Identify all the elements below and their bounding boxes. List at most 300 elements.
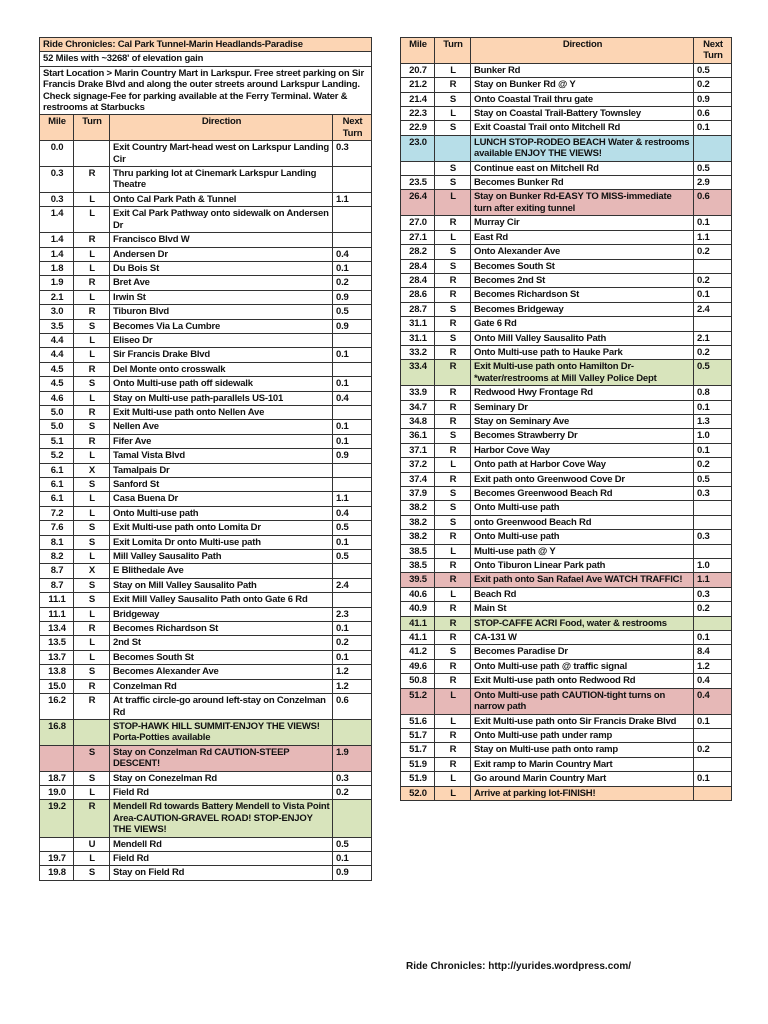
- turn-cell: R: [74, 622, 110, 636]
- cue-row: [401, 288, 732, 302]
- direction-cell: Fifer Ave: [110, 434, 333, 448]
- direction-header: Direction: [110, 115, 333, 141]
- mile-cell: 4.6: [40, 391, 74, 405]
- mile-cell: 33.2: [401, 345, 435, 359]
- turn-cell: R: [74, 679, 110, 693]
- next-turn-cell: 0.4: [333, 247, 372, 261]
- cue-row: [401, 645, 732, 659]
- direction-cell: Go around Marin Country Mart: [471, 772, 694, 786]
- cue-row: [40, 785, 372, 799]
- direction-cell: Becomes Bridgeway: [471, 302, 694, 316]
- mile-cell: 39.5: [401, 573, 435, 587]
- cue-row: [40, 800, 372, 837]
- turn-cell: R: [435, 273, 471, 287]
- next-turn-cell: 0.1: [333, 535, 372, 549]
- next-turn-header: Next Turn: [694, 38, 732, 64]
- cue-row: [40, 607, 372, 621]
- direction-cell: Exit ramp to Marin Country Mart: [471, 757, 694, 771]
- direction-cell: Stay on Multi-use path-parallels US-101: [110, 391, 333, 405]
- direction-cell: Casa Buena Dr: [110, 492, 333, 506]
- direction-cell: Onto Multi-use path to Hauke Park: [471, 345, 694, 359]
- direction-cell: Onto Tiburon Linear Park path: [471, 559, 694, 573]
- turn-cell: R: [435, 573, 471, 587]
- turn-cell: R: [74, 800, 110, 837]
- next-turn-cell: [333, 564, 372, 578]
- direction-cell: Becomes Greenwood Beach Rd: [471, 487, 694, 501]
- direction-cell: Beach Rd: [471, 587, 694, 601]
- direction-cell: Onto path at Harbor Cove Way: [471, 458, 694, 472]
- cue-row: [40, 719, 372, 745]
- cue-row: [40, 449, 372, 463]
- mile-cell: 2.1: [40, 290, 74, 304]
- mile-cell: 36.1: [401, 429, 435, 443]
- mile-cell: 4.5: [40, 377, 74, 391]
- cue-row: [40, 506, 372, 520]
- next-turn-cell: [694, 515, 732, 529]
- cue-row: [401, 176, 732, 190]
- cue-row: [401, 714, 732, 728]
- direction-cell: Exit Multi-use path onto Nellen Ave: [110, 405, 333, 419]
- turn-cell: R: [74, 434, 110, 448]
- cue-row: [40, 405, 372, 419]
- next-turn-cell: [694, 501, 732, 515]
- turn-cell: L: [435, 714, 471, 728]
- next-turn-cell: 0.9: [333, 449, 372, 463]
- mile-cell: 38.5: [401, 544, 435, 558]
- mile-cell: 40.6: [401, 587, 435, 601]
- mile-cell: 37.2: [401, 458, 435, 472]
- turn-cell: L: [435, 688, 471, 714]
- mile-cell: 1.4: [40, 233, 74, 247]
- next-turn-cell: 8.4: [694, 645, 732, 659]
- cue-row: [40, 290, 372, 304]
- cue-row: [401, 161, 732, 175]
- mile-cell: 22.9: [401, 121, 435, 135]
- mile-cell: 13.7: [40, 650, 74, 664]
- mile-cell: 22.3: [401, 107, 435, 121]
- next-turn-cell: [333, 333, 372, 347]
- next-turn-cell: 0.5: [333, 305, 372, 319]
- direction-cell: Tamalpais Dr: [110, 463, 333, 477]
- turn-cell: L: [74, 247, 110, 261]
- next-turn-cell: 2.9: [694, 176, 732, 190]
- direction-cell: E Blithedale Ave: [110, 564, 333, 578]
- turn-cell: S: [435, 92, 471, 106]
- next-turn-cell: 0.2: [694, 602, 732, 616]
- direction-cell: Onto Coastal Trail thru gate: [471, 92, 694, 106]
- turn-cell: L: [74, 348, 110, 362]
- cue-row: [401, 78, 732, 92]
- next-turn-cell: 1.0: [694, 559, 732, 573]
- next-turn-cell: 0.8: [694, 386, 732, 400]
- cue-row: [40, 492, 372, 506]
- direction-cell: Seminary Dr: [471, 400, 694, 414]
- mile-cell: 41.1: [401, 616, 435, 630]
- mile-cell: 38.2: [401, 501, 435, 515]
- turn-cell: [74, 141, 110, 167]
- mile-cell: 4.4: [40, 333, 74, 347]
- next-turn-cell: 0.3: [694, 587, 732, 601]
- mile-cell: 28.6: [401, 288, 435, 302]
- direction-cell: Del Monte onto crosswalk: [110, 362, 333, 376]
- direction-header: Direction: [471, 38, 694, 64]
- next-turn-cell: 0.1: [333, 434, 372, 448]
- mile-cell: 19.0: [40, 785, 74, 799]
- next-turn-cell: 0.5: [694, 63, 732, 77]
- cue-row: [40, 276, 372, 290]
- next-turn-cell: 1.1: [694, 573, 732, 587]
- mile-cell: 19.7: [40, 851, 74, 865]
- next-turn-cell: 0.3: [694, 487, 732, 501]
- cue-sheet-left: [39, 37, 371, 881]
- mile-cell: 1.4: [40, 207, 74, 233]
- turn-cell: L: [435, 587, 471, 601]
- mile-cell: 28.4: [401, 273, 435, 287]
- turn-cell: R: [435, 559, 471, 573]
- cue-row: [40, 141, 372, 167]
- direction-cell: Stay on Conzelman Rd CAUTION-STEEP DESCENT!: [110, 745, 333, 771]
- turn-cell: S: [435, 259, 471, 273]
- mile-cell: 3.0: [40, 305, 74, 319]
- direction-cell: Bridgeway: [110, 607, 333, 621]
- cue-row: [40, 578, 372, 592]
- cue-row: [40, 550, 372, 564]
- cue-row: [40, 478, 372, 492]
- direction-cell: Exit path onto San Rafael Ave WATCH TRAFFIC!: [471, 573, 694, 587]
- direction-cell: Tiburon Blvd: [110, 305, 333, 319]
- next-turn-cell: 0.1: [333, 261, 372, 275]
- cue-row: [40, 866, 372, 880]
- mile-cell: 26.4: [401, 190, 435, 216]
- next-turn-cell: 1.3: [694, 414, 732, 428]
- cue-row: [401, 345, 732, 359]
- cue-row: [401, 674, 732, 688]
- direction-cell: Stay on Bunker Rd-EASY TO MISS-immediate turn after exiting tunnel: [471, 190, 694, 216]
- direction-cell: Murray Cir: [471, 216, 694, 230]
- cue-row: [40, 665, 372, 679]
- direction-cell: Exit Mill Valley Sausalito Path onto Gate 6 Rd: [110, 593, 333, 607]
- mile-cell: 0.0: [40, 141, 74, 167]
- next-turn-cell: 0.9: [333, 319, 372, 333]
- mile-cell: 23.0: [401, 135, 435, 161]
- turn-cell: L: [74, 506, 110, 520]
- turn-cell: S: [435, 245, 471, 259]
- next-turn-cell: 0.2: [333, 276, 372, 290]
- next-turn-cell: 0.2: [694, 78, 732, 92]
- next-turn-cell: 0.3: [694, 530, 732, 544]
- turn-cell: R: [435, 472, 471, 486]
- direction-cell: Field Rd: [110, 785, 333, 799]
- turn-cell: R: [435, 78, 471, 92]
- turn-cell: L: [74, 449, 110, 463]
- turn-cell: S: [435, 121, 471, 135]
- cue-row: [401, 317, 732, 331]
- cue-row: [401, 757, 732, 771]
- next-turn-cell: 0.1: [694, 400, 732, 414]
- cue-row: [401, 458, 732, 472]
- cue-table-right: [400, 37, 732, 801]
- turn-cell: R: [435, 616, 471, 630]
- direction-cell: Becomes Bunker Rd: [471, 176, 694, 190]
- cue-row: [401, 107, 732, 121]
- next-turn-cell: 2.4: [333, 578, 372, 592]
- turn-cell: S: [74, 377, 110, 391]
- next-turn-cell: [694, 728, 732, 742]
- cue-row: [401, 472, 732, 486]
- next-turn-cell: 0.2: [694, 345, 732, 359]
- turn-cell: L: [74, 636, 110, 650]
- direction-cell: Becomes South St: [110, 650, 333, 664]
- direction-cell: Becomes South St: [471, 259, 694, 273]
- mile-cell: [40, 837, 74, 851]
- turn-cell: S: [74, 593, 110, 607]
- mile-cell: 19.8: [40, 866, 74, 880]
- mile-cell: 37.1: [401, 443, 435, 457]
- direction-cell: Du Bois St: [110, 261, 333, 275]
- direction-cell: Andersen Dr: [110, 247, 333, 261]
- mile-cell: 6.1: [40, 478, 74, 492]
- direction-cell: Mendell Rd towards Battery Mendell to Vista Point Area-CAUTION-GRAVEL ROAD! STOP-ENJOY THE VIEWS!: [110, 800, 333, 837]
- turn-cell: R: [435, 400, 471, 414]
- next-turn-cell: 0.4: [694, 688, 732, 714]
- cue-row: [401, 743, 732, 757]
- next-turn-cell: [694, 135, 732, 161]
- next-turn-cell: 0.2: [333, 636, 372, 650]
- next-turn-cell: 0.3: [333, 141, 372, 167]
- turn-cell: R: [435, 360, 471, 386]
- mile-cell: 7.2: [40, 506, 74, 520]
- cue-row: [401, 121, 732, 135]
- mile-cell: 52.0: [401, 786, 435, 800]
- turn-cell: L: [435, 544, 471, 558]
- turn-header: Turn: [435, 38, 471, 64]
- mile-cell: 28.7: [401, 302, 435, 316]
- cue-row: [40, 650, 372, 664]
- mile-cell: 8.7: [40, 564, 74, 578]
- next-turn-cell: [333, 593, 372, 607]
- cue-row: [401, 544, 732, 558]
- direction-cell: Onto Cal Park Path & Tunnel: [110, 192, 333, 206]
- turn-cell: L: [74, 550, 110, 564]
- cue-row: [401, 414, 732, 428]
- turn-cell: L: [74, 261, 110, 275]
- direction-cell: Becomes Via La Cumbre: [110, 319, 333, 333]
- turn-cell: S: [435, 487, 471, 501]
- next-turn-cell: [333, 478, 372, 492]
- cue-rows-left: [40, 141, 372, 881]
- next-turn-cell: 0.1: [333, 622, 372, 636]
- next-turn-cell: 0.1: [333, 851, 372, 865]
- next-turn-cell: 2.4: [694, 302, 732, 316]
- direction-cell: Stay on Seminary Ave: [471, 414, 694, 428]
- turn-cell: R: [435, 317, 471, 331]
- mile-cell: 27.0: [401, 216, 435, 230]
- next-turn-cell: 0.1: [333, 420, 372, 434]
- next-turn-cell: 1.1: [694, 230, 732, 244]
- cue-row: [401, 772, 732, 786]
- direction-cell: Onto Multi-use path under ramp: [471, 728, 694, 742]
- direction-cell: Exit path onto Greenwood Cove Dr: [471, 472, 694, 486]
- turn-cell: R: [435, 443, 471, 457]
- direction-cell: 2nd St: [110, 636, 333, 650]
- turn-cell: L: [74, 391, 110, 405]
- next-turn-cell: [694, 317, 732, 331]
- cue-row: [401, 487, 732, 501]
- mile-cell: 28.2: [401, 245, 435, 259]
- cue-row: [401, 559, 732, 573]
- mile-cell: 34.7: [401, 400, 435, 414]
- next-turn-cell: 0.6: [333, 694, 372, 720]
- direction-cell: Mendell Rd: [110, 837, 333, 851]
- mile-cell: 33.4: [401, 360, 435, 386]
- mile-cell: 27.1: [401, 230, 435, 244]
- mile-cell: 5.0: [40, 405, 74, 419]
- next-turn-cell: [694, 786, 732, 800]
- turn-cell: R: [435, 530, 471, 544]
- turn-cell: L: [74, 333, 110, 347]
- direction-cell: Onto Alexander Ave: [471, 245, 694, 259]
- turn-cell: S: [435, 645, 471, 659]
- cue-row: [401, 443, 732, 457]
- turn-cell: L: [435, 107, 471, 121]
- cue-row: [401, 429, 732, 443]
- direction-cell: Becomes Richardson St: [471, 288, 694, 302]
- turn-cell: S: [435, 176, 471, 190]
- mile-cell: 38.2: [401, 530, 435, 544]
- next-turn-cell: 1.2: [694, 659, 732, 673]
- cue-row: [401, 302, 732, 316]
- cue-row: [401, 616, 732, 630]
- turn-cell: L: [435, 230, 471, 244]
- mile-cell: 33.9: [401, 386, 435, 400]
- turn-cell: R: [435, 414, 471, 428]
- mile-cell: 11.1: [40, 607, 74, 621]
- turn-cell: L: [435, 63, 471, 77]
- next-turn-cell: 0.4: [694, 674, 732, 688]
- mile-cell: 16.2: [40, 694, 74, 720]
- mile-cell: 4.5: [40, 362, 74, 376]
- cue-row: [40, 535, 372, 549]
- cue-row: [401, 631, 732, 645]
- turn-cell: S: [74, 578, 110, 592]
- mile-cell: 3.5: [40, 319, 74, 333]
- cue-row: [40, 261, 372, 275]
- turn-cell: R: [435, 288, 471, 302]
- direction-cell: Stay on Coastal Trail-Battery Townsley: [471, 107, 694, 121]
- direction-cell: Becomes Alexander Ave: [110, 665, 333, 679]
- mile-cell: 31.1: [401, 317, 435, 331]
- cue-row: [40, 434, 372, 448]
- cue-row: [40, 333, 372, 347]
- mile-cell: 51.9: [401, 757, 435, 771]
- cue-row: [40, 771, 372, 785]
- cue-row: [401, 63, 732, 77]
- direction-cell: Becomes Richardson St: [110, 622, 333, 636]
- mile-cell: 51.9: [401, 772, 435, 786]
- direction-cell: Field Rd: [110, 851, 333, 865]
- mile-cell: 13.4: [40, 622, 74, 636]
- next-turn-cell: 1.1: [333, 192, 372, 206]
- cue-row: [40, 247, 372, 261]
- next-turn-cell: 0.2: [694, 458, 732, 472]
- direction-cell: Mill Valley Sausalito Path: [110, 550, 333, 564]
- turn-cell: L: [74, 607, 110, 621]
- mile-cell: 51.2: [401, 688, 435, 714]
- mile-cell: 8.2: [40, 550, 74, 564]
- direction-cell: Thru parking lot at Cinemark Larkspur Landing Theatre: [110, 167, 333, 193]
- next-turn-cell: 0.5: [333, 550, 372, 564]
- direction-cell: Exit Multi-use path onto Sir Francis Drake Blvd: [471, 714, 694, 728]
- cue-rows-right: [401, 63, 732, 800]
- next-turn-cell: 0.1: [694, 631, 732, 645]
- mile-cell: 11.1: [40, 593, 74, 607]
- turn-cell: S: [74, 420, 110, 434]
- cue-row: [40, 348, 372, 362]
- next-turn-cell: [694, 757, 732, 771]
- cue-row: [401, 216, 732, 230]
- cue-row: [40, 745, 372, 771]
- mile-cell: 23.5: [401, 176, 435, 190]
- direction-cell: Stay on Field Rd: [110, 866, 333, 880]
- ride-title: Ride Chronicles: Cal Park Tunnel-Marin Headlands-Paradise: [40, 38, 372, 52]
- turn-cell: S: [74, 521, 110, 535]
- footer-credit: Ride Chronicles: http://yurides.wordpress.com/: [406, 961, 632, 972]
- turn-cell: L: [74, 290, 110, 304]
- turn-cell: L: [435, 786, 471, 800]
- mile-cell: 37.9: [401, 487, 435, 501]
- mile-cell: 50.8: [401, 674, 435, 688]
- turn-cell: R: [435, 728, 471, 742]
- turn-cell: S: [435, 429, 471, 443]
- next-turn-cell: [333, 719, 372, 745]
- direction-cell: Sanford St: [110, 478, 333, 492]
- turn-cell: S: [74, 535, 110, 549]
- next-turn-cell: 1.2: [333, 679, 372, 693]
- cue-row: [401, 135, 732, 161]
- direction-cell: Tamal Vista Blvd: [110, 449, 333, 463]
- mile-cell: 0.3: [40, 167, 74, 193]
- next-turn-cell: 0.6: [694, 190, 732, 216]
- next-turn-cell: [333, 405, 372, 419]
- mile-cell: 5.2: [40, 449, 74, 463]
- turn-cell: R: [74, 405, 110, 419]
- direction-cell: Becomes Strawberry Dr: [471, 429, 694, 443]
- direction-cell: Conzelman Rd: [110, 679, 333, 693]
- next-turn-cell: 0.2: [694, 273, 732, 287]
- next-turn-cell: 0.2: [694, 245, 732, 259]
- mile-cell: 7.6: [40, 521, 74, 535]
- mile-cell: 8.1: [40, 535, 74, 549]
- mile-cell: 1.8: [40, 261, 74, 275]
- turn-cell: R: [435, 345, 471, 359]
- cue-row: [40, 521, 372, 535]
- turn-cell: S: [74, 665, 110, 679]
- next-turn-cell: 2.1: [694, 331, 732, 345]
- cue-row: [40, 694, 372, 720]
- turn-cell: L: [435, 772, 471, 786]
- next-turn-cell: 0.4: [333, 506, 372, 520]
- direction-cell: Arrive at parking lot-FINISH!: [471, 786, 694, 800]
- next-turn-cell: [333, 362, 372, 376]
- direction-cell: Onto Mill Valley Sausalito Path: [471, 331, 694, 345]
- direction-cell: onto Greenwood Beach Rd: [471, 515, 694, 529]
- turn-cell: U: [74, 837, 110, 851]
- turn-cell: R: [74, 167, 110, 193]
- start-location-info: Start Location > Marin Country Mart in Larkspur. Free street parking on Sir Francis Drake Blvd and along the outer streets around Larkspur Landing. Check signage-Fee for parking available at the Ferry Terminal. Water & restrooms at Starbucks: [40, 66, 372, 115]
- mile-cell: 21.4: [401, 92, 435, 106]
- turn-cell: S: [435, 515, 471, 529]
- cue-row: [401, 659, 732, 673]
